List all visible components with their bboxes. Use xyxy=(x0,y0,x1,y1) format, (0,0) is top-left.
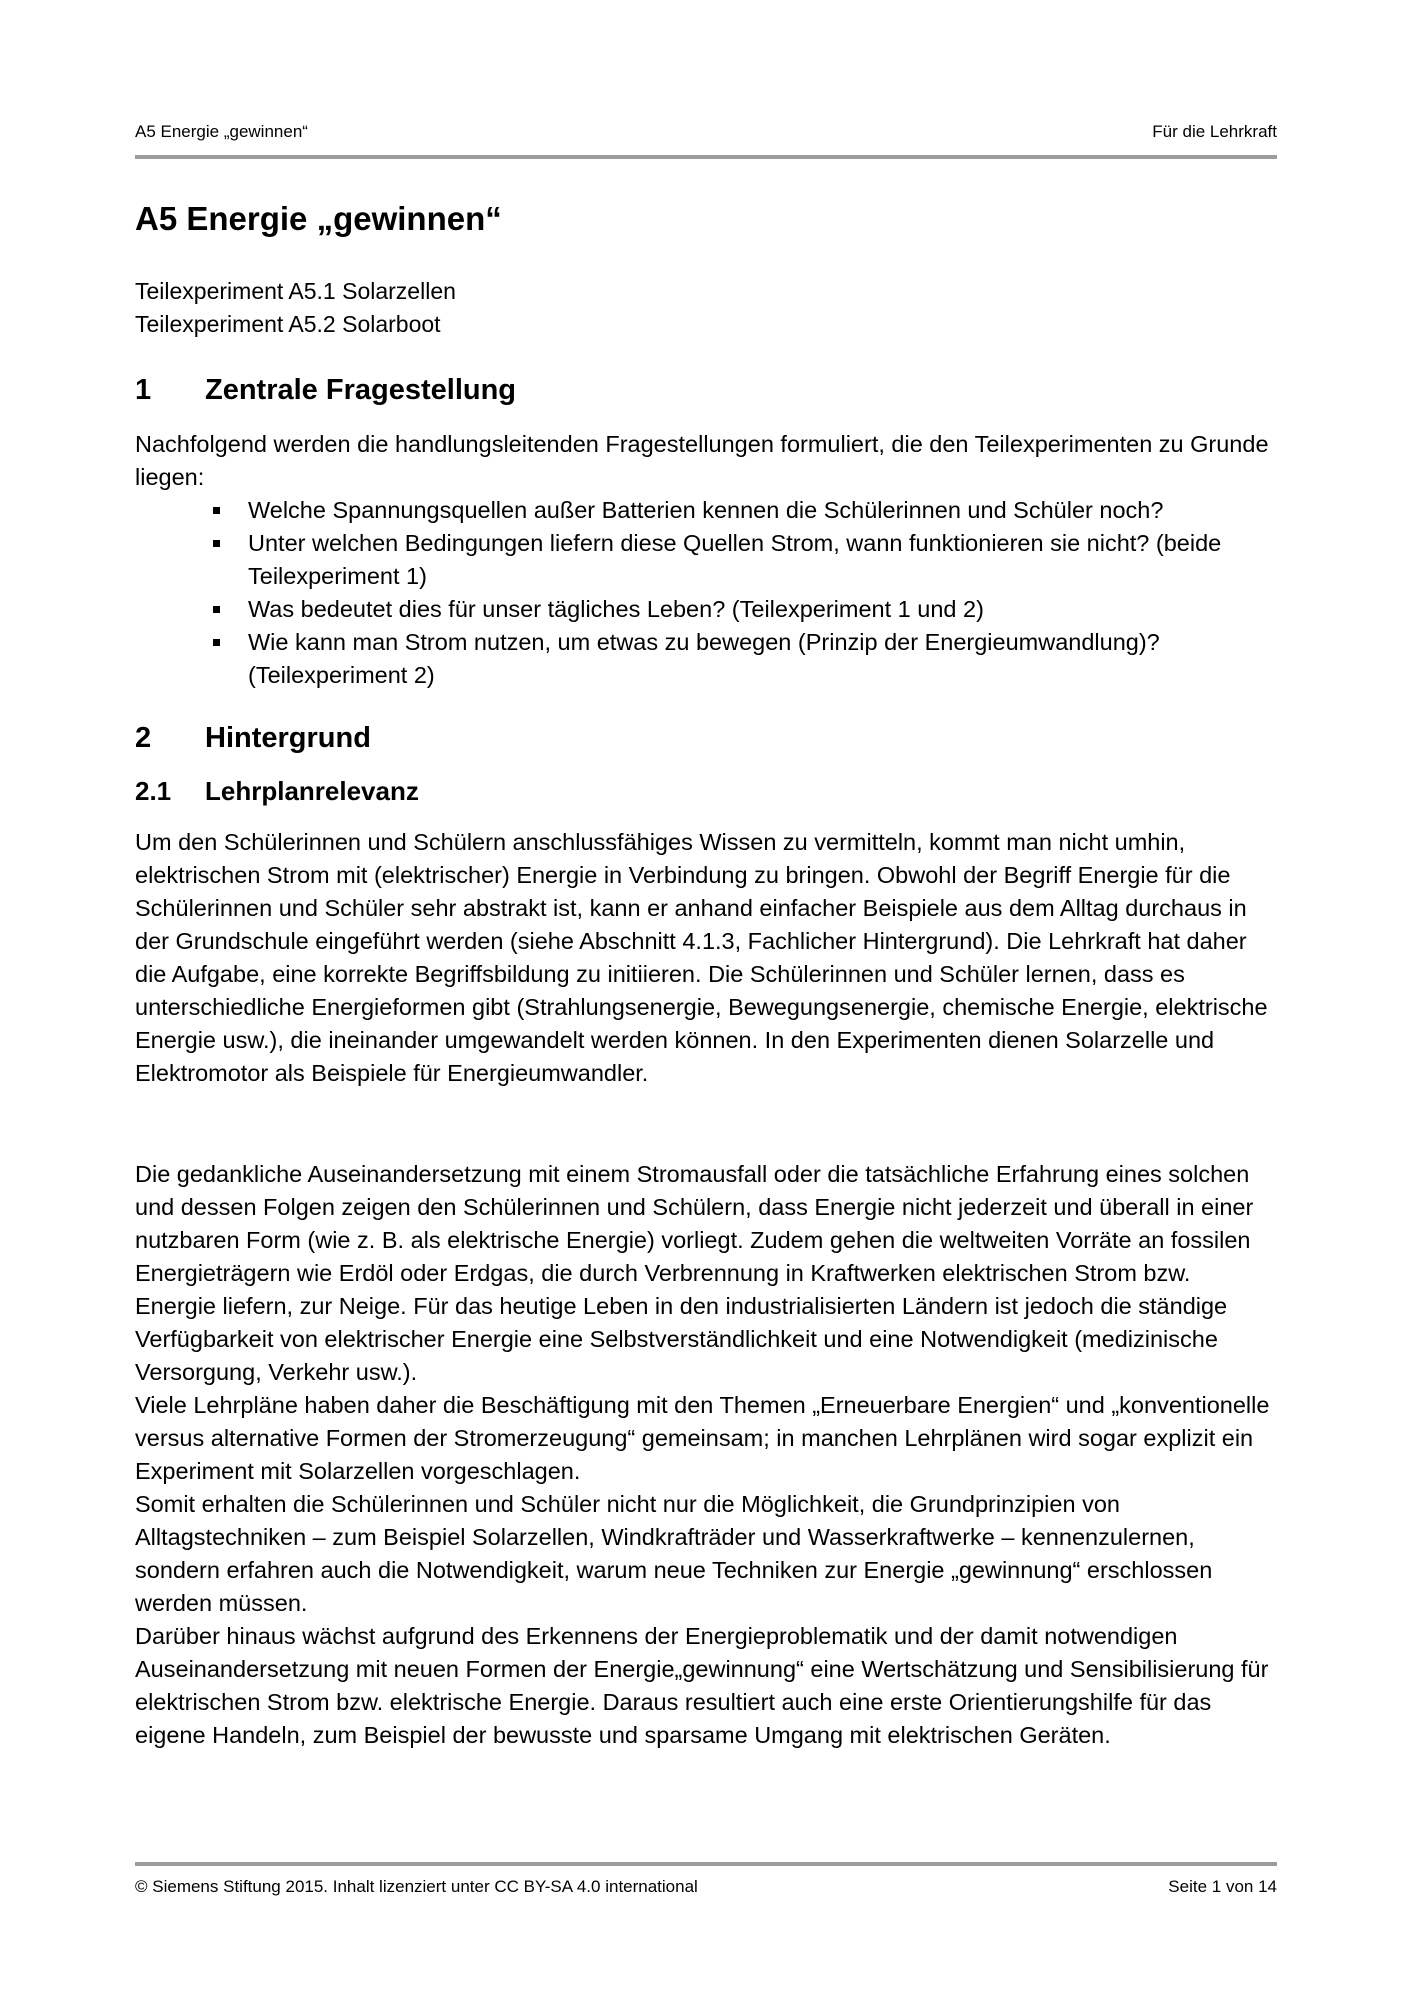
paragraph-2: Die gedankliche Auseinandersetzung mit einem Stromausfall oder die tatsächliche Erfahrung eines solchen und dessen Folgen zeigen den Schülerinnen und Schülern, dass Energie nicht jederzeit und überall in einer nutzbaren Form (wie z. B. als elektrische Energie) vorliegt. Zudem gehen die weltweiten Vorräte an fossilen Energieträgern wie Erdöl oder Erdgas, die durch Verbrennung in Kraftwerken elektrischen Strom bzw. Energie liefern, zur Neige. Für das heutige Leben in den industrialisierten Ländern ist jedoch die ständige Verfügbarkeit von elektrischer Energie eine Selbstverständlichkeit und eine Notwendigkeit (medizinische Versorgung, Verkehr usw.). xyxy=(135,1161,1254,1385)
subexperiment-2: Teilexperiment A5.2 Solarboot xyxy=(135,311,441,337)
paragraph-4: Somit erhalten die Schülerinnen und Schüler nicht nur die Möglichkeit, die Grundprinzipien von Alltagstechniken – zum Beispiel Solarzellen, Windkrafträder und Wasserkraftwerke – kennenzulernen, sondern erfahren auch die Notwendigkeit, warum neue Techniken zur Energie „gewinnung“ erschlossen werden müssen. xyxy=(135,1491,1213,1616)
section-1-title: Zentrale Fragestellung xyxy=(205,374,517,406)
bullet-square-icon xyxy=(213,540,220,547)
section-1-intro: Nachfolgend werden die handlungsleitenden Fragestellungen formuliert, die den Teilexperimenten zu Grunde liegen: xyxy=(135,431,1269,490)
list-item xyxy=(135,494,1277,527)
question-text: Unter welchen Bedingungen liefern diese Quellen Strom, wann funktionieren sie nicht? (beide Teilexperiment 1) xyxy=(248,530,1222,589)
running-header xyxy=(135,122,1277,146)
question-text: Welche Spannungsquellen außer Batterien kennen die Schülerinnen und Schüler noch? xyxy=(248,497,1164,523)
list-item xyxy=(135,593,1277,626)
paragraph-3: Viele Lehrpläne haben daher die Beschäftigung mit den Themen „Erneuerbare Energien“ und „konventionelle versus alternative Formen der Stromerzeugung“ gemeinsam; in manchen Lehrplänen wird sogar explizit ein Experiment mit Solarzellen vorgeschlagen. xyxy=(135,1392,1270,1484)
page-number: Seite 1 von 14 xyxy=(1168,1877,1277,1896)
section-2-1-title: Lehrplanrelevanz xyxy=(205,776,419,806)
running-footer xyxy=(135,1877,1277,1901)
paragraph-5: Darüber hinaus wächst aufgrund des Erkennens der Energieproblematik und der damit notwendigen Auseinandersetzung mit neuen Formen der Energie„gewinnung“ eine Wertschätzung und Sensibilisierung für elektrischen Strom bzw. elektrische Energie. Daraus resultiert auch eine erste Orientierungshilfe für das eigene Handeln, zum Beispiel der bewusste und sparsame Umgang mit elektrischen Geräten. xyxy=(135,1623,1269,1748)
header-rule xyxy=(135,155,1277,159)
section-2-1-heading xyxy=(135,776,419,807)
paragraph-1: Um den Schülerinnen und Schülern anschlussfähiges Wissen zu vermitteln, kommt man nicht umhin, elektrischen Strom mit (elektrischer) Energie in Verbindung zu bringen. Obwohl der Begriff Energie für die Schülerinnen und Schüler sehr abstrakt ist, kann er anhand einfacher Beispiele aus dem Alltag durchaus in der Grundschule eingeführt werden (siehe Abschnitt 4.1.3, Fachlicher Hintergrund). Die Lehrkraft hat daher die Aufgabe, eine korrekte Begriffsbildung zu initiieren. Die Schülerinnen und Schüler lernen, dass es unterschiedliche Energieformen gibt (Strahlungsenergie, Bewegungsenergie, chemische Energie, elektrische Energie usw.), die ineinander umgewandelt werden können. In den Experimenten dienen Solarzelle und Elektromotor als Beispiele für Energieumwandler. xyxy=(135,829,1268,1086)
bullet-square-icon xyxy=(213,639,220,646)
header-audience: Für die Lehrkraft xyxy=(1152,122,1277,141)
subexperiment-1: Teilexperiment A5.1 Solarzellen xyxy=(135,278,456,304)
bullet-square-icon xyxy=(213,507,220,514)
question-list xyxy=(135,494,1277,692)
list-item xyxy=(135,527,1277,593)
footer-rule xyxy=(135,1862,1277,1866)
section-1-number: 1 xyxy=(135,374,152,406)
page-title: A5 Energie „gewinnen“ xyxy=(135,200,502,237)
section-1-heading xyxy=(135,374,516,407)
list-item xyxy=(135,626,1277,692)
header-doc-title: A5 Energie „gewinnen“ xyxy=(135,122,308,141)
section-2-heading xyxy=(135,722,371,755)
question-text: Was bedeutet dies für unser tägliches Leben? (Teilexperiment 1 und 2) xyxy=(248,596,984,622)
section-2-title: Hintergrund xyxy=(205,722,371,754)
section-2-1-number: 2.1 xyxy=(135,776,172,806)
bullet-square-icon xyxy=(213,606,220,613)
section-2-number: 2 xyxy=(135,722,152,754)
copyright-notice: © Siemens Stiftung 2015. Inhalt lizenziert unter CC BY-SA 4.0 international xyxy=(135,1877,698,1896)
question-text: Wie kann man Strom nutzen, um etwas zu bewegen (Prinzip der Energieumwandlung)? (Teilexperiment 2) xyxy=(248,629,1160,688)
